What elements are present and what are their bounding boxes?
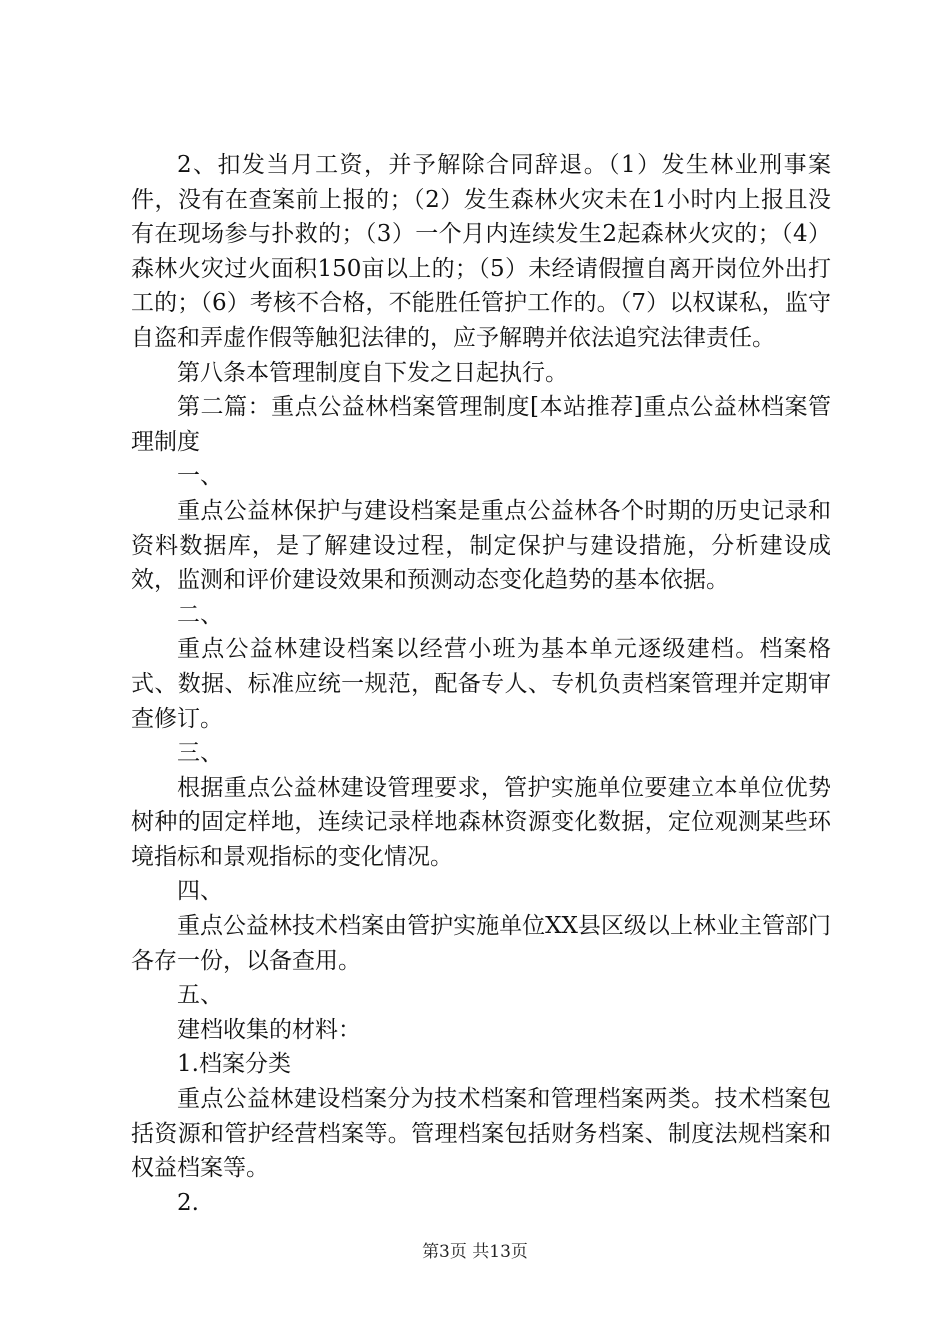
section-number-five: 五、	[177, 982, 223, 1009]
section-number-two: 二、	[177, 601, 223, 628]
section-number-three: 三、	[177, 740, 223, 767]
paragraph-sample-plots: 根据重点公益林建设管理要求，管护实施单位要建立本单位优势树种的固定样地，连续记录样地森林资源变化数据，定位观测某些环境指标和景观指标的变化情况。	[131, 774, 831, 870]
page-footer: 第3页 共13页	[422, 1242, 528, 1262]
paragraph-archive-units: 重点公益林建设档案以经营小班为基本单元逐级建档。档案格式、数据、标准应统一规范，配备专人、专机负责档案管理并定期审查修订。	[131, 636, 831, 732]
paragraph-archive-types: 重点公益林建设档案分为技术档案和管理档案两类。技术档案包括资源和管护经营档案等。管理档案包括财务档案、制度法规档案和权益档案等。	[131, 1086, 831, 1182]
paragraph-materials-heading: 建档收集的材料：	[177, 1016, 361, 1043]
subheading-item-two: 2.	[177, 1189, 199, 1216]
paragraph-dismissal-rules: 2、扣发当月工资，并予解除合同辞退。（1）发生林业刑事案件，没有在查案前上报的；（2）发生森林火灾未在1小时内上报且没有在现场参与扑救的；（3）一个月内连续发生2起森林火灾的；（4）森林火灾过火面积150亩以上的；（5）未经请假擅自离开岗位外出打工的；（6）考核不合格，不能胜任管护工作的。（7）以权谋私，监守自盗和弄虚作假等触犯法律的，应予解聘并依法追究法律责任。	[131, 152, 831, 351]
document-body	[131, 148, 831, 1220]
paragraph-archive-copies: 重点公益林技术档案由管护实施单位XX县区级以上林业主管部门各存一份，以备查用。	[131, 913, 831, 974]
section-number-one: 一、	[177, 463, 223, 490]
paragraph-archive-purpose: 重点公益林保护与建设档案是重点公益林各个时期的历史记录和资料数据库，是了解建设过程，制定保护与建设措施，分析建设成效，监测和评价建设效果和预测动态变化趋势的基本依据。	[131, 497, 831, 594]
subheading-archive-classification: 1.档案分类	[177, 1051, 291, 1078]
paragraph-article-eight: 第八条本管理制度自下发之日起执行。	[177, 359, 568, 386]
section-heading-part-two: 第二篇：重点公益林档案管理制度[本站推荐]重点公益林档案管理制度	[131, 394, 831, 455]
section-number-four: 四、	[177, 878, 223, 905]
